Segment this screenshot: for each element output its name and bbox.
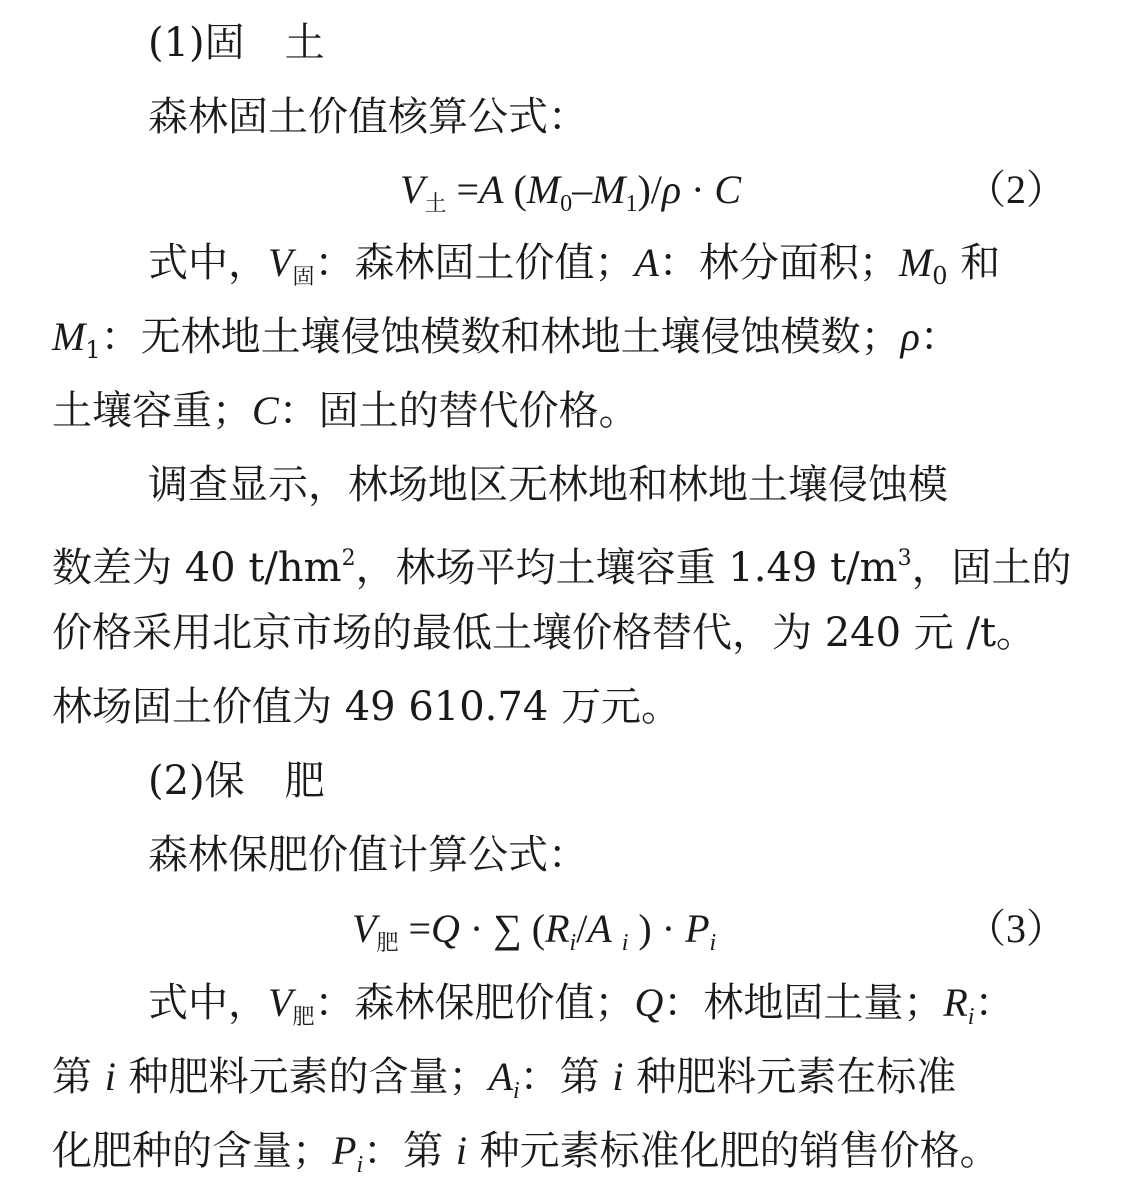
- section-heading-gu-tu: (1)固 土: [148, 20, 325, 66]
- formula-intro-gu-tu: 森林固土价值核算公式：: [148, 94, 588, 140]
- variable-definitions-bao-fei-line-3: 化肥种的含量；$P_i$：第 i 种元素标准化肥的销售价格。: [52, 1128, 1000, 1178]
- survey-paragraph-line-1: 调查显示，林场地区无林地和林地土壤侵蚀模: [148, 462, 948, 508]
- variable-definitions-line-1: 式中，$V_固$：森林固土价值；A：林分面积；$M_0$ 和: [148, 240, 1001, 290]
- formula-number-2: （2）: [966, 167, 1066, 212]
- formula-intro-bao-fei: 森林保肥价值计算公式：: [148, 832, 588, 878]
- variable-definitions-line-3: 土壤容重；C：固土的替代价格。: [52, 388, 639, 434]
- survey-paragraph-line-4: 林场固土价值为 49 610.74 万元。: [52, 684, 682, 730]
- variable-definitions-bao-fei-line-2: 第 i 种肥料元素的含量；$A_i$：第 i 种肥料元素在标准: [52, 1054, 957, 1104]
- formula-gu-tu: $V_土 =A$ $(M_0-M_1)/\rho \cdot C$: [400, 167, 742, 217]
- formula-bao-fei: $V_肥 =Q$ · ∑ ($R_i/A$ $_i$ ) · $P_i$: [352, 906, 717, 956]
- survey-paragraph-line-2: 数差为 40 $t/hm^2$，林场平均土壤容重 1.49 $t/m^3$，固土的: [52, 545, 1072, 591]
- formula-number-3: （3）: [966, 906, 1066, 951]
- survey-paragraph-line-3: 价格采用北京市场的最低土壤价格替代，为 240 元 /t。: [52, 610, 1037, 656]
- section-heading-bao-fei: (2)保 肥: [148, 758, 325, 804]
- variable-definitions-bao-fei-line-1: 式中，$V_肥$：森林保肥价值；Q：林地固土量；$R_i$：: [148, 980, 1015, 1030]
- variable-definitions-line-2: $M_1$：无林地土壤侵蚀模数和林地土壤侵蚀模数；ρ：: [52, 314, 960, 364]
